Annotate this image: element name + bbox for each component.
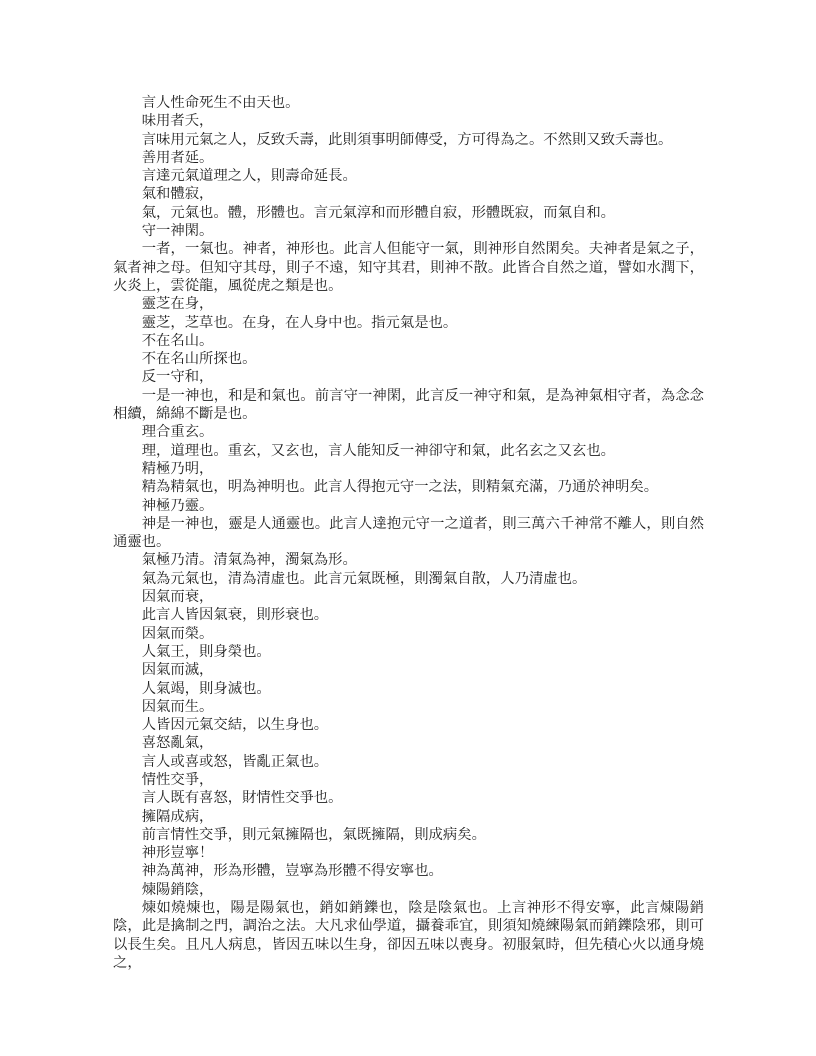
paragraph: 煉如燒煉也，陽是陽氣也，銷如銷鑠也，陰是陰氣也。上言神形不得安寧，此言煉陽銷陰，此是擒制之門，調治之法。大凡求仙學道，攝養乖宜，則須知燒練陽氣而銷鑠陰邪，則可以長生矣。且凡人病息，皆因五味以生身，卻因五味以喪身。初服氣時，但先積心火以通身燒之，	[113, 900, 704, 971]
paragraph: 人皆因元氣交結，以生身也。	[141, 717, 329, 734]
paragraph: 人氣竭，則身滅也。	[141, 680, 271, 697]
paragraph: 理合重玄。	[141, 424, 214, 441]
document-text	[113, 94, 704, 972]
paragraph: 神為萬神，形為形體，豈寧為形體不得安寧也。	[141, 863, 443, 880]
paragraph: 此言人皆因氣衰，則形衰也。	[141, 607, 329, 624]
paragraph: 反一守和，	[141, 369, 214, 386]
paragraph: 言味用元氣之人，反致夭壽，此則須事明師傳受，方可得為之。不然則又致夭壽也。	[141, 131, 673, 148]
paragraph: 一是一神也，和是和氣也。前言守一神閑，此言反一神守和氣，是為神氣相守者，為念念相續，綿綿不斷是也。	[113, 387, 704, 423]
paragraph: 氣，元氣也。體，形體也。言元氣淳和而形體自寂，形體既寂，而氣自和。	[141, 204, 616, 221]
paragraph: 神極乃靈。	[141, 497, 214, 514]
paragraph: 因氣而滅，	[141, 662, 214, 679]
paragraph: 靈芝在身，	[141, 296, 214, 313]
paragraph: 神形豈寧！	[141, 845, 214, 862]
paragraph: 因氣而衰，	[141, 589, 214, 606]
paragraph: 前言情性交爭，則元氣擁隔也，氣既擁隔，則成病矣。	[141, 826, 486, 843]
paragraph: 神是一神也，靈是人通靈也。此言人達抱元守一之道者，則三萬六千神常不離人，則自然通靈也。	[113, 515, 704, 551]
paragraph: 善用者延。	[141, 149, 214, 166]
paragraph: 因氣而生。	[141, 698, 214, 715]
paragraph: 氣極乃清。清氣為神，濁氣為形。	[141, 552, 357, 569]
paragraph: 情性交爭，	[141, 771, 214, 788]
paragraph: 氣和體寂，	[141, 186, 214, 203]
paragraph: 不在名山。	[141, 332, 214, 349]
paragraph: 味用者夭，	[141, 113, 214, 130]
paragraph: 擁隔成病，	[141, 808, 214, 825]
paragraph: 言達元氣道理之人，則壽命延長。	[141, 168, 357, 185]
paragraph: 言人或喜或怒，皆亂正氣也。	[141, 753, 329, 770]
paragraph: 喜怒亂氣，	[141, 735, 214, 752]
paragraph: 氣為元氣也，清為清虛也。此言元氣既極，則濁氣自散，人乃清虛也。	[141, 570, 587, 587]
paragraph: 不在名山所探也。	[141, 351, 257, 368]
paragraph: 靈芝，芝草也。在身，在人身中也。指元氣是也。	[141, 314, 458, 331]
paragraph: 精極乃明，	[141, 460, 214, 477]
paragraph: 言人既有喜怒，財情性交爭也。	[141, 790, 343, 807]
paragraph: 一者，一氣也。神者，神形也。此言人但能守一氣，則神形自然閑矣。夫神者是氣之子，氣者神之母。但知守其母，則子不遠，知守其君，則神不散。此皆合自然之道，譬如水潤下，火炎上，雲從龍，風從虎之類是也。	[113, 241, 704, 294]
paragraph: 言人性命死生不由天也。	[141, 95, 300, 111]
paragraph: 煉陽銷陰，	[141, 881, 214, 898]
paragraph: 因氣而榮。	[141, 625, 214, 642]
paragraph: 精為精氣也，明為神明也。此言人得抱元守一之法，則精氣充滿，乃通於神明矣。	[141, 479, 659, 496]
paragraph: 人氣王，則身榮也。	[141, 643, 271, 660]
paragraph: 守一神閑。	[141, 223, 214, 240]
paragraph: 理，道理也。重玄，又玄也，言人能知反一神卻守和氣，此名玄之又玄也。	[141, 442, 616, 459]
